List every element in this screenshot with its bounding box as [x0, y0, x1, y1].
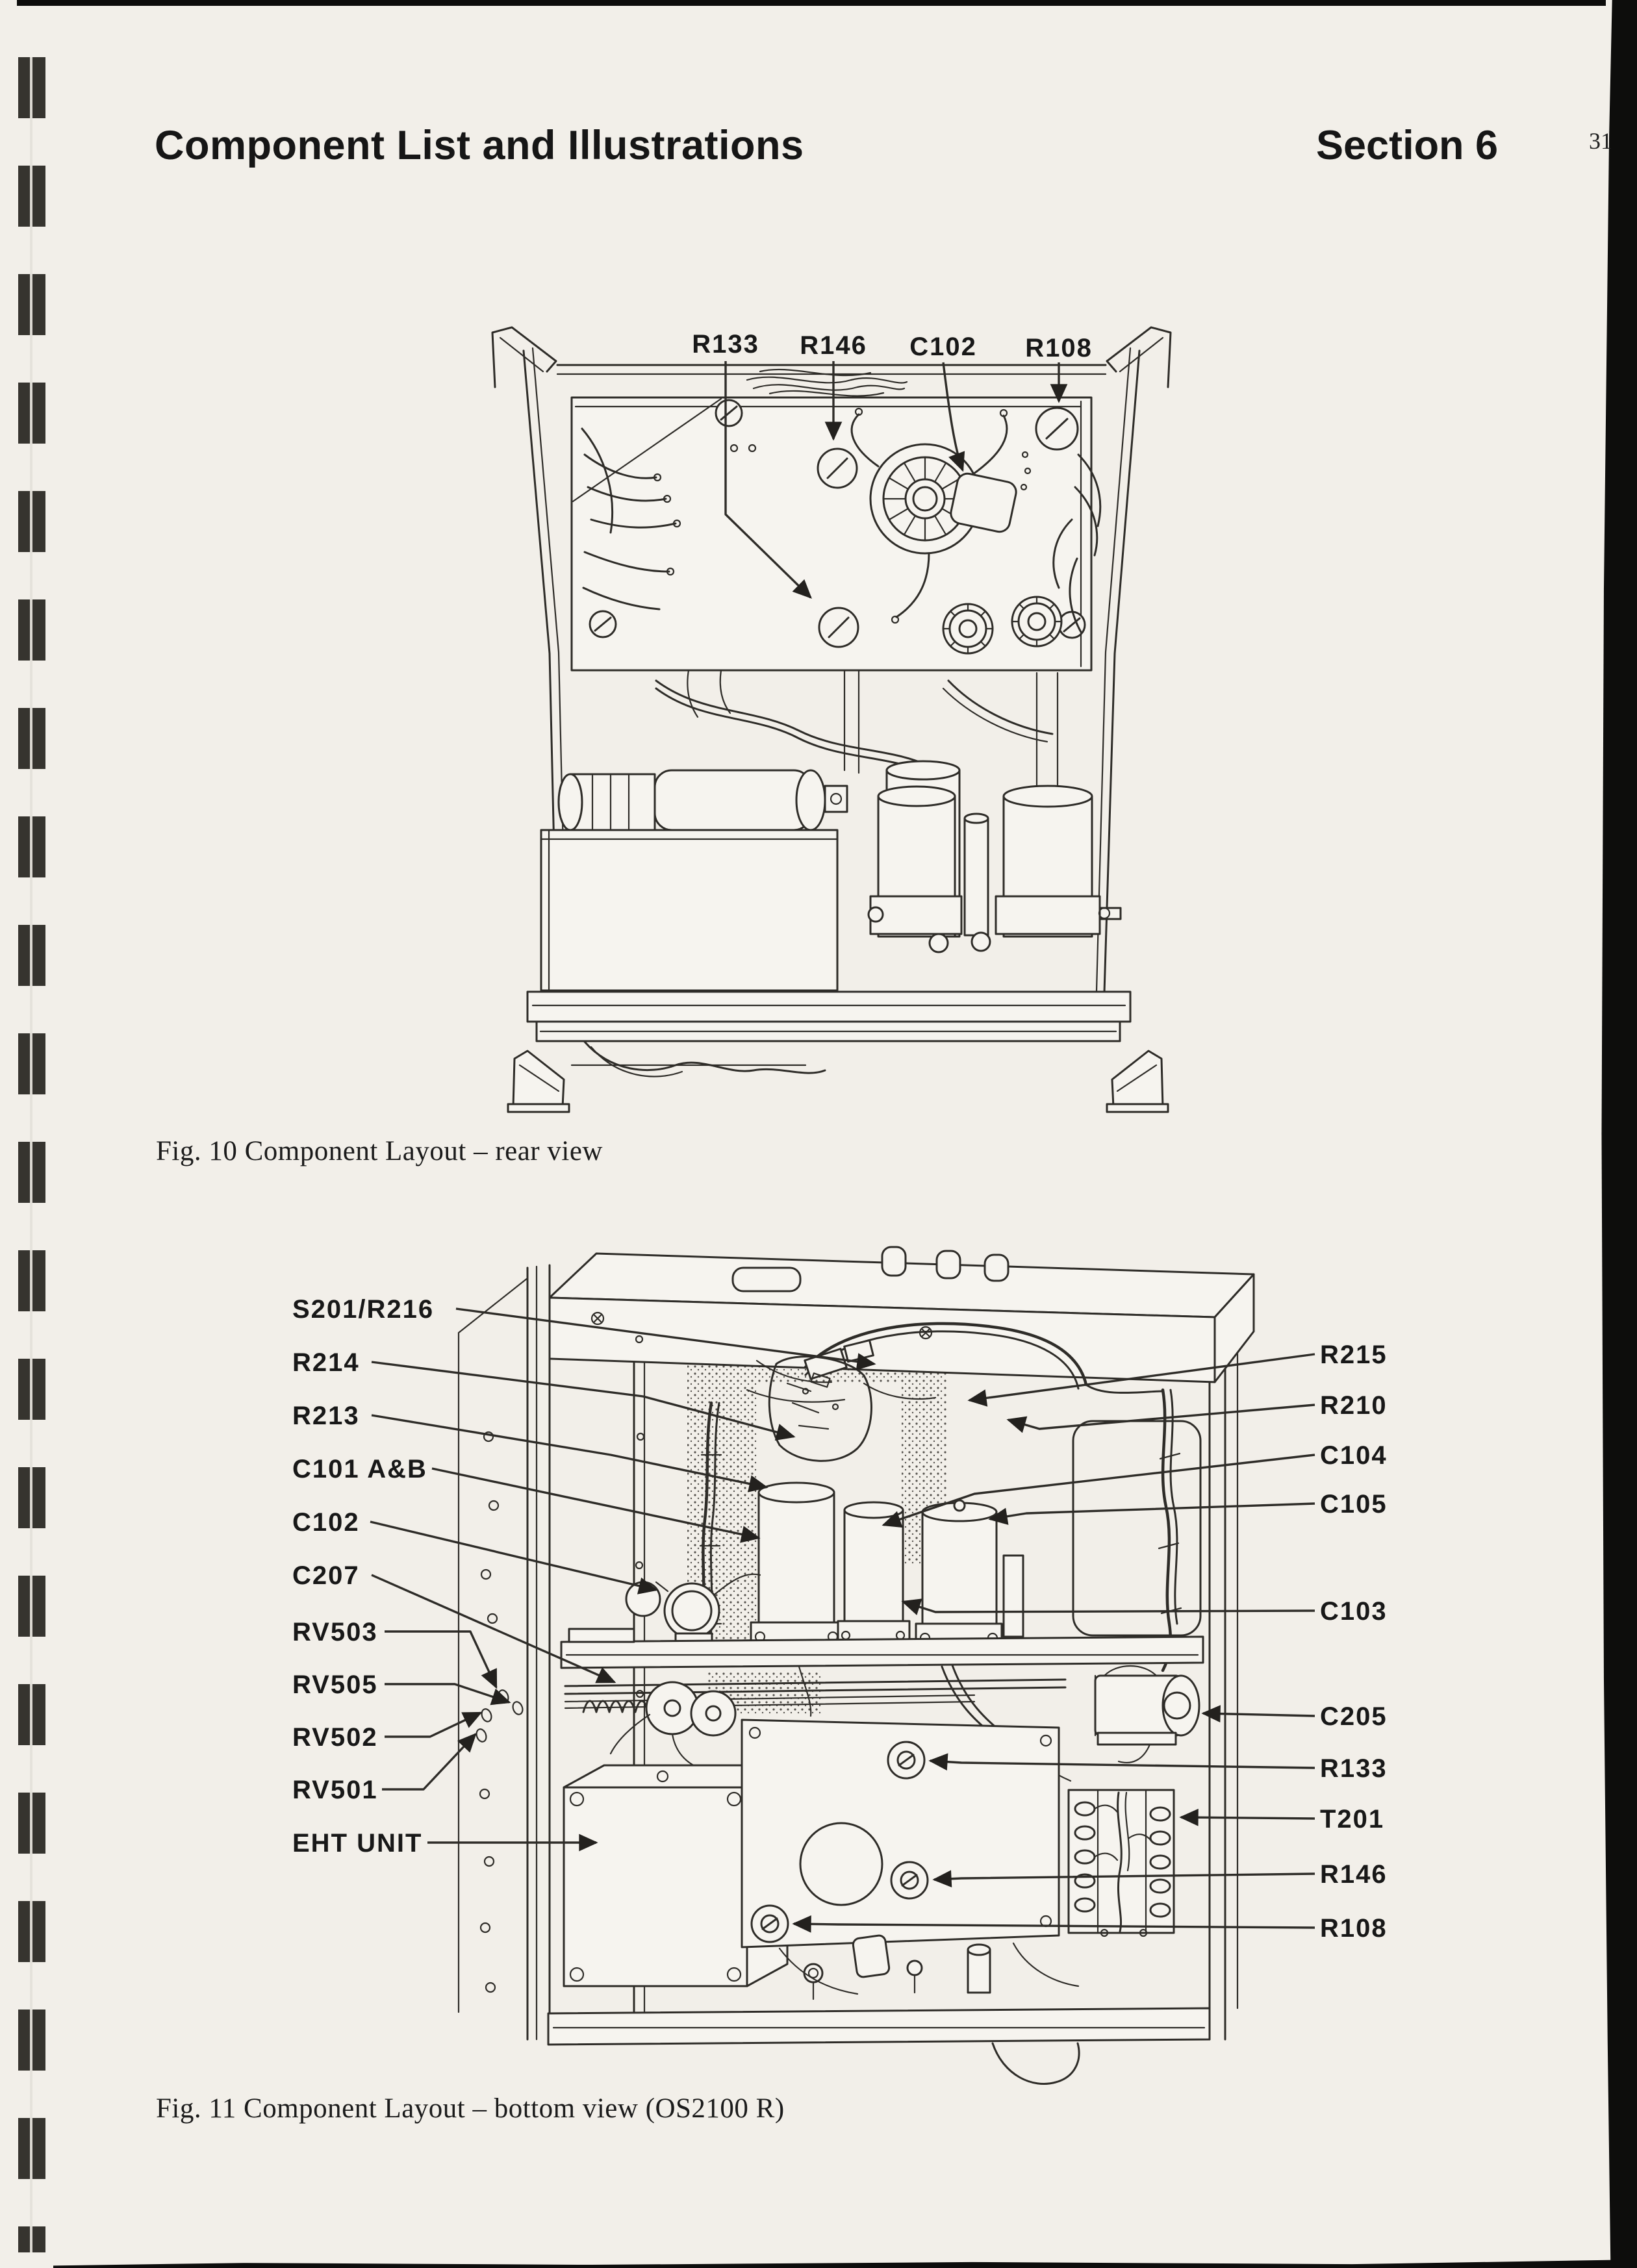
fig11-leader-r210: [1008, 1405, 1315, 1429]
fig11-leader-c205: [1203, 1713, 1315, 1716]
fig11-caption: Fig. 11 Component Layout – bottom view (OS2100 R): [156, 2093, 785, 2124]
fig10-label-r108: R108: [1025, 334, 1093, 362]
fig11-bottom-plate: [742, 1720, 1078, 1999]
fig10-illustration: [481, 305, 1208, 1124]
fig11-label-r146: R146: [1320, 1860, 1388, 1889]
fig11-label-rv502: RV502: [292, 1723, 378, 1752]
fig11-label-rv501: RV501: [292, 1776, 378, 1804]
fig11-label-c104: C104: [1320, 1441, 1388, 1470]
fig11-label-r214: R214: [292, 1348, 360, 1377]
fig10-label-r146: R146: [800, 331, 867, 360]
section-label: Section 6: [1316, 123, 1499, 168]
page-number: 31: [1589, 128, 1612, 154]
fig11-t201-transformer: [1069, 1790, 1174, 1936]
fig11-leader-rv505: [385, 1684, 509, 1702]
fig10-chassis-underside: [508, 670, 1168, 1112]
fig11-illustration: [260, 1221, 1390, 2046]
fig11-label-c101: C101 A&B: [292, 1455, 427, 1483]
fig11-label-r215: R215: [1320, 1341, 1388, 1369]
fig11-top-bump: [733, 1268, 800, 1291]
fig10-c102-capacitor: [949, 472, 1018, 533]
fig11-label-t201: T201: [1320, 1805, 1385, 1833]
fig11-label-eht-unit: EHT UNIT: [292, 1829, 423, 1858]
fig11-label-r210: R210: [1320, 1391, 1388, 1420]
fig11-leader-rv502: [385, 1713, 481, 1737]
fig11-leader-t201: [1181, 1817, 1315, 1819]
fig11-leader-rv503: [385, 1632, 496, 1687]
fig11-label-rv505: RV505: [292, 1670, 378, 1699]
scan-edge-top: [17, 0, 1606, 6]
fig11-label-c103: C103: [1320, 1597, 1388, 1626]
fig11-label-c102: C102: [292, 1508, 360, 1537]
fig11-capacitor-cylinders: [751, 1483, 1023, 1650]
fig11-c205-capacitor: [1095, 1666, 1199, 1763]
fig11-label-c207: C207: [292, 1561, 360, 1590]
fig10-caption: Fig. 10 Component Layout – rear view: [156, 1136, 603, 1166]
fig11-label-c105: C105: [1320, 1490, 1388, 1518]
fig11-top-bar: [550, 1247, 1254, 1382]
fig11-leader-rv501: [382, 1734, 476, 1789]
fig11-c207-pots: [611, 1682, 735, 1770]
scan-edge-bottom: [53, 2260, 1637, 2268]
page-title: Component List and Illustrations: [155, 123, 804, 168]
fig11-label-s201-r216: S201/R216: [292, 1295, 435, 1324]
fig10-label-r133: R133: [692, 330, 759, 359]
scan-edge-right: [1599, 0, 1637, 2268]
fig11-label-rv503: RV503: [292, 1618, 378, 1646]
fig11-label-c205: C205: [1320, 1702, 1388, 1731]
fig11-leader-c105: [990, 1504, 1315, 1519]
fig11-leader-c102: [370, 1522, 656, 1590]
fig10-label-c102: C102: [909, 333, 977, 361]
fig11-label-r108: R108: [1320, 1914, 1388, 1943]
binding-holes: [18, 57, 45, 2252]
fig11-label-r133: R133: [1320, 1754, 1388, 1783]
fig11-label-r213: R213: [292, 1402, 360, 1430]
